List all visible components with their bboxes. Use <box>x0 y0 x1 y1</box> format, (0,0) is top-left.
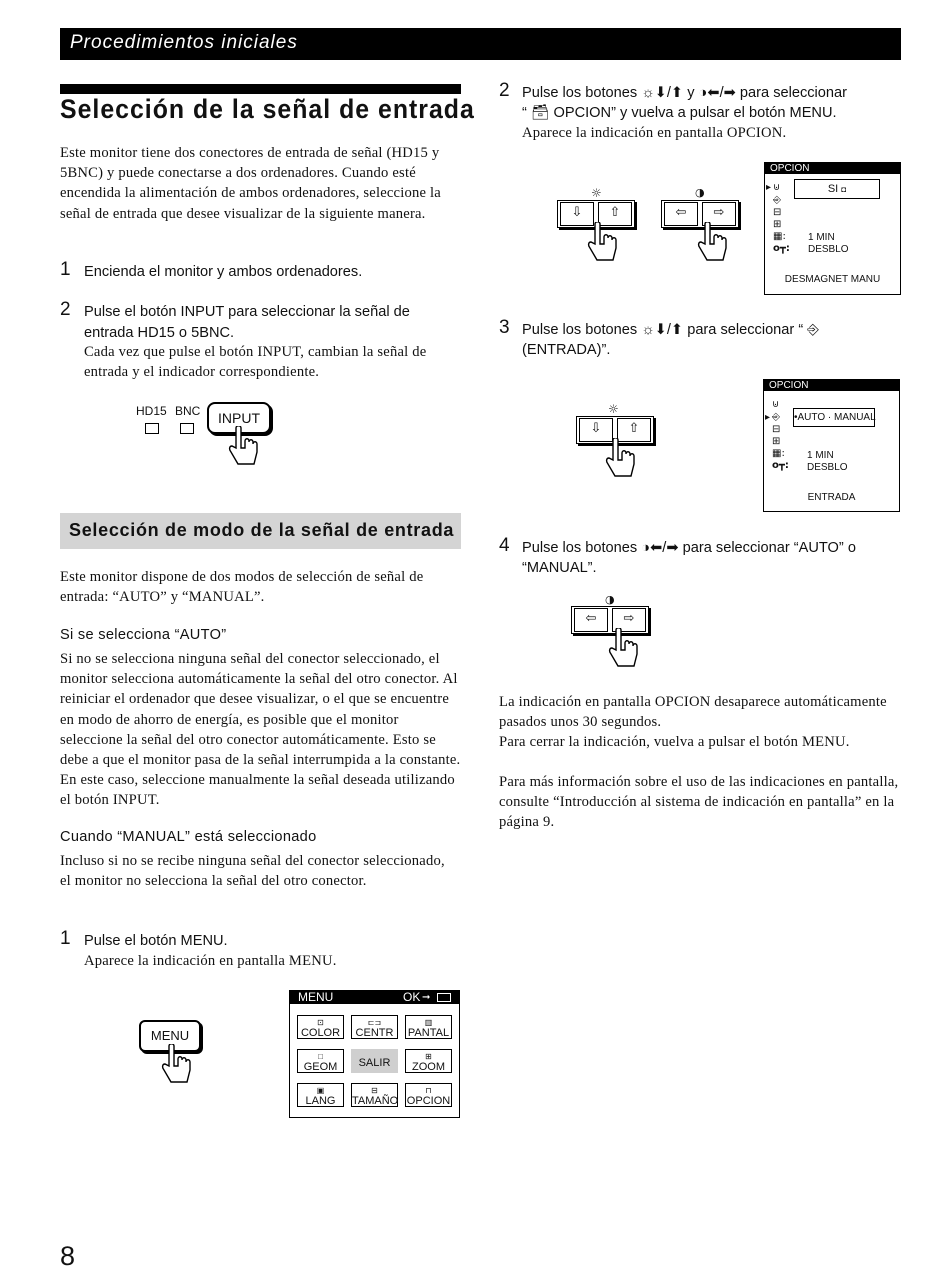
brightness-icon: ☼ <box>591 186 602 200</box>
pressing-hand-icon <box>226 426 262 470</box>
toolbox-icon: ⊓ <box>425 1086 432 1095</box>
right-step-3-number: 3 <box>499 317 510 338</box>
opcion-osd-1-value: SI <box>827 183 839 195</box>
geometry-icon: □ <box>318 1052 323 1061</box>
menu-cell-color[interactable]: ⊡ COLOR <box>297 1015 344 1039</box>
mode-intro: Este monitor dispone de dos modos de selección de señal de entrada: “AUTO” y “MANUAL”. <box>60 569 424 606</box>
input-button[interactable]: INPUT <box>207 402 271 434</box>
brightness-down-button[interactable]: ⇩ <box>579 418 613 442</box>
opcion-osd-2-title: OPCION <box>764 380 899 391</box>
bnc-indicator <box>180 423 194 434</box>
right-step-2-number: 2 <box>499 80 510 101</box>
menu-button[interactable]: MENU <box>139 1020 201 1052</box>
menu-cell-salir[interactable]: SALIR <box>351 1049 398 1073</box>
opcion-osd-1-value-box <box>794 179 880 199</box>
menu-icon <box>437 993 451 1002</box>
menu-cell-opcion[interactable]: ⊓ OPCION <box>405 1083 452 1107</box>
key-icon: o┳: <box>773 243 790 254</box>
bnc-label: BNC <box>175 404 201 418</box>
auto-heading: Si se selecciona “AUTO” <box>60 627 227 643</box>
hd15-indicator <box>145 423 159 434</box>
opcion-osd-2-footer: ENTRADA <box>807 492 856 503</box>
pressing-hand-icon <box>159 1044 195 1088</box>
section-header: Procedimientos iniciales <box>60 28 901 60</box>
pressing-hand-icon <box>603 438 639 482</box>
size-icon: ⊟ <box>371 1086 378 1095</box>
pressing-hand-icon <box>585 222 621 266</box>
step-1-number: 1 <box>60 259 71 280</box>
menu-cell-tamano[interactable]: ⊟ TAMAÑO <box>351 1083 398 1107</box>
pressing-hand-icon <box>695 222 731 266</box>
menu-cell-geom[interactable]: □ GEOM <box>297 1049 344 1073</box>
step-2-text: Pulse el botón INPUT para seleccionar la señal de entrada HD15 o 5BNC. <box>84 304 410 341</box>
port-icon: ⊟ <box>772 424 781 435</box>
step-2-number: 2 <box>60 299 71 320</box>
key-icon: o┳: <box>772 460 789 471</box>
menu-osd-title-bar <box>290 991 459 1004</box>
opcion-osd-1-footer: DESMAGNET MANU <box>784 274 881 285</box>
more-info-paragraph: Para más información sobre el uso de las indicaciones en pantalla, consulte “Introducción al sistema de indicación en pantalla” en la página 9. <box>499 774 899 831</box>
menu-cell-lang[interactable]: ▣ LANG <box>297 1083 344 1107</box>
right-step-4-number: 4 <box>499 535 510 556</box>
timer-icon: ▦: <box>773 231 786 242</box>
timer-icon: ▦: <box>772 448 785 459</box>
mode-section-title: Selección de modo de la señal de entrada <box>60 513 461 549</box>
menu-osd-title: MENU <box>298 990 334 1004</box>
auto-text: Si no se selecciona ninguna señal del conector seleccionado, el monitor selecciona automáticamente la señal del otro conector. Al reiniciar el ordenador que desee visualizar, o el que se encuentre en modo de ahorro de energía, es posible que el monitor seleccione la señal del otro conector automáticamente. Esto se debe a que el monitor pasa de la señal interrumpida a la constante. En este caso, seleccione manualmente la señal deseada utilizando el botón INPUT. <box>60 651 461 809</box>
enter-icon: ◘ <box>841 185 847 194</box>
opcion-osd-1-time: 1 MIN <box>808 232 835 243</box>
right-step-2-text-b: “ 🗃 OPCION” y vuelva a pulsar el botón MENU. <box>522 105 837 121</box>
hd15-label: HD15 <box>136 404 167 418</box>
closing-paragraph-1: La indicación en pantalla OPCION desaparece automáticamente pasados unos 30 segundos. <box>499 694 887 731</box>
degauss-icon: ⊍ <box>773 182 781 193</box>
menu-step-1-detail: Aparece la indicación en pantalla MENU. <box>84 953 337 969</box>
right-step-3-text-b: (ENTRADA)”. <box>522 342 611 358</box>
right-step-4-text-a: Pulse los botones ◑⬅/➡ para seleccionar “AUTO” o <box>522 540 856 556</box>
pressing-hand-icon <box>606 628 642 672</box>
degauss-icon: ⊍ <box>772 399 780 410</box>
menu-cell-pantal[interactable]: ▥ PANTAL <box>405 1015 452 1039</box>
manual-heading: Cuando “MANUAL” está seleccionado <box>60 829 317 845</box>
center-icon: ⊏⊐ <box>367 1018 382 1027</box>
opcion-osd-1-lock: DESBLO <box>808 244 849 255</box>
opcion-osd-2 <box>763 379 900 512</box>
zoom-icon: ⊞ <box>425 1052 432 1061</box>
title-rule <box>60 84 461 94</box>
contrast-icon: ◑ <box>695 186 705 199</box>
contrast-right-button[interactable]: ⇨ <box>702 202 736 226</box>
page-number: 8 <box>60 1241 76 1271</box>
menu-step-1-text: Pulse el botón MENU. <box>84 933 228 949</box>
contrast-icon: ◑ <box>605 593 615 606</box>
language-icon: ▣ <box>316 1086 325 1095</box>
opcion-osd-1 <box>764 162 901 295</box>
menu-step-1-number: 1 <box>60 928 71 949</box>
opcion-osd-1-title: OPCION <box>765 163 900 174</box>
port-icon: ⊟ <box>773 207 782 218</box>
menu-osd <box>289 990 460 1118</box>
opcion-osd-2-time: 1 MIN <box>807 450 834 461</box>
reset-icon: ⊞ <box>773 219 782 230</box>
menu-cell-zoom[interactable]: ⊞ ZOOM <box>405 1049 452 1073</box>
step-2-detail: Cada vez que pulse el botón INPUT, cambian la señal de entrada y el indicador correspondiente. <box>84 344 427 381</box>
brightness-down-button[interactable]: ⇩ <box>560 202 594 226</box>
menu-cell-centr[interactable]: ⊏⊐ CENTR <box>351 1015 398 1039</box>
brightness-up-button[interactable]: ⇧ <box>598 202 632 226</box>
right-step-3-text-a: Pulse los botones ☼⬇/⬆ para seleccionar “ ⎆ <box>522 322 819 338</box>
right-step-2-detail: Aparece la indicación en pantalla OPCION. <box>522 125 787 141</box>
menu-osd-ok: OK <box>403 990 421 1004</box>
brightness-up-button[interactable]: ⇧ <box>617 418 651 442</box>
closing-paragraph-2: Para cerrar la indicación, vuelva a pulsar el botón MENU. <box>499 734 850 750</box>
screen-icon: ▥ <box>424 1018 433 1027</box>
input-icon: ⎆ <box>773 195 781 206</box>
brightness-icon: ☼ <box>608 402 619 416</box>
right-step-2-text-a: Pulse los botones ☼⬇/⬆ y ◑⬅/➡ para seleccionar <box>522 85 848 101</box>
color-icon: ⊡ <box>317 1018 324 1027</box>
page-title: Selección de la señal de entrada <box>60 94 475 124</box>
manual-text: Incluso si no se recibe ninguna señal del conector seleccionado, el monitor no selecciona la señal del otro conector. <box>60 853 445 890</box>
pointer-icon: ▸ <box>765 412 771 423</box>
contrast-left-button[interactable]: ⇦ <box>574 608 608 632</box>
input-icon: ⎆ <box>772 412 780 423</box>
contrast-right-button[interactable]: ⇨ <box>612 608 646 632</box>
contrast-left-button[interactable]: ⇦ <box>664 202 698 226</box>
opcion-osd-2-value: •AUTO · MANUAL <box>793 408 875 427</box>
opcion-osd-2-lock: DESBLO <box>807 462 848 473</box>
right-step-4-text-b: “MANUAL”. <box>522 560 597 576</box>
step-1-text: Encienda el monitor y ambos ordenadores. <box>84 264 363 280</box>
arrow-right-icon: ➞ <box>422 992 431 1003</box>
reset-icon: ⊞ <box>772 436 781 447</box>
pointer-icon: ▸ <box>766 182 772 193</box>
intro-paragraph: Este monitor tiene dos conectores de entrada de señal (HD15 y 5BNC) y puede conectarse a dos ordenadores. Cuando esté encendida la alimentación de ambos ordenadores, seleccione la señal de entrada que desee visualizar de la siguiente manera. <box>60 145 441 222</box>
